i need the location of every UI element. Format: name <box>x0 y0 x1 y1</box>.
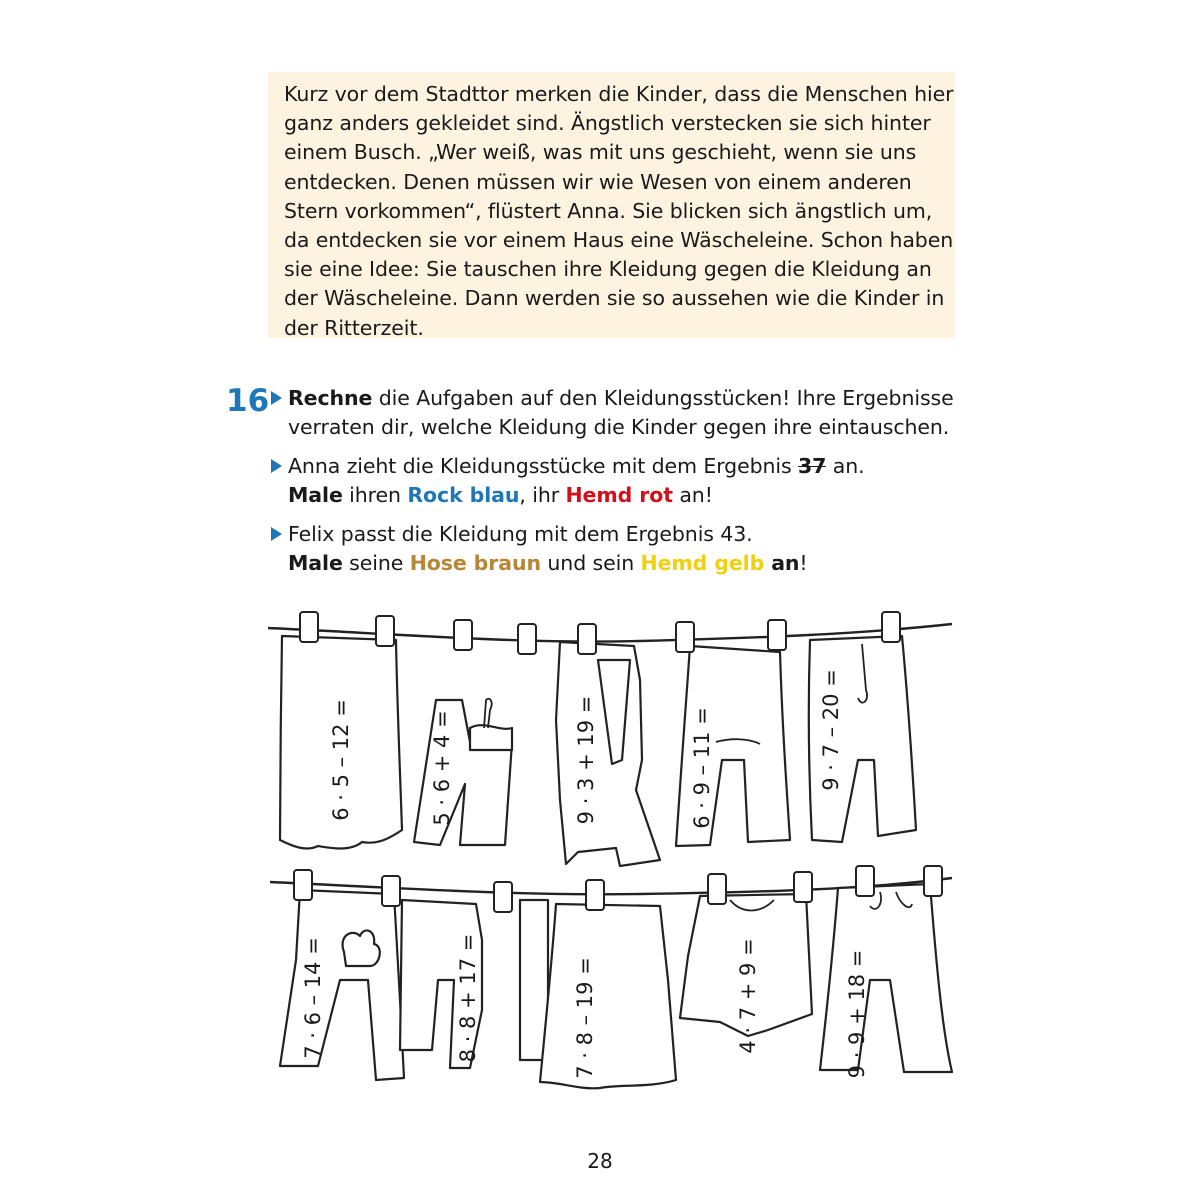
equation-top-3: 9 · 3 + 19 = <box>574 695 598 825</box>
story-line: da entdecken sie vor einem Haus eine Wäscheleine. Schon haben <box>284 228 954 253</box>
story-line: ganz anders gekleidet sind. Ängstlich verstecken sie sich hinter <box>284 111 931 136</box>
equation-top-1: 6 · 5 – 12 = <box>329 699 353 821</box>
clothespin-top-8 <box>882 612 900 642</box>
task-verb: Male <box>288 551 343 575</box>
task-text: ihren <box>342 483 408 507</box>
equation-bottom-5: 9 · 9 + 18 = <box>845 949 869 1079</box>
color-word-yellow: Hemd gelb <box>640 551 765 575</box>
task-number: 16 <box>226 383 270 419</box>
clothespin-bottom-5 <box>708 874 726 904</box>
clothespin-bottom-6 <box>794 872 812 902</box>
clothespin-top-4 <box>518 624 536 654</box>
color-word-red: Hemd rot <box>565 483 673 507</box>
task-text: an <box>764 551 800 575</box>
clothespin-top-2 <box>376 616 394 646</box>
equation-top-4: 6 · 9 – 11 = <box>690 707 714 829</box>
result-number: 37 <box>798 454 827 478</box>
task-instruction-1-line2: verraten dir, welche Kleidung die Kinder gegen ihre eintauschen. <box>288 415 950 439</box>
clothespin-bottom-7 <box>856 866 874 896</box>
story-line: Kurz vor dem Stadttor merken die Kinder, dass die Menschen hier <box>284 82 954 106</box>
task-verb: Male <box>288 483 343 507</box>
clothespin-top-5 <box>578 624 596 654</box>
task-text: ! <box>799 551 808 575</box>
color-word-blue: Rock blau <box>407 483 520 507</box>
tie-top-2 <box>484 699 492 728</box>
flower-bottom-1 <box>343 930 380 966</box>
task-text: seine <box>342 551 410 575</box>
clothespin-bottom-8 <box>924 866 942 896</box>
equation-top-5: 9 · 7 – 20 = <box>819 669 843 791</box>
task-text: , ihr <box>519 483 566 507</box>
story-line: der Ritterzeit. <box>284 315 424 340</box>
story-line: Stern vorkommen“, flüstert Anna. Sie blicken sich ängstlich um, <box>284 198 933 223</box>
equation-bottom-1: 7 · 6 – 14 = <box>301 937 325 1059</box>
clothespin-bottom-2 <box>382 876 400 906</box>
task-text: die Aufgaben auf den Kleidungsstücken! Ihre Ergebnisse <box>372 386 954 410</box>
trousers-bottom-1 <box>280 890 404 1080</box>
clothespin-bottom-3 <box>494 882 512 912</box>
story-line: sie eine Idee: Sie tauschen ihre Kleidung gegen die Kleidung an <box>284 257 932 282</box>
clothespin-top-1 <box>300 612 318 642</box>
equation-bottom-3: 7 · 8 – 19 = <box>573 957 597 1079</box>
color-word-brown: Hose braun <box>409 551 541 575</box>
page-number: 28 <box>587 1149 613 1173</box>
dress-bottom-4 <box>540 904 676 1088</box>
task-text: an. <box>826 454 865 478</box>
equation-bottom-2: 8 · 8 + 17 = <box>456 933 480 1063</box>
clothespin-top-3 <box>454 620 472 650</box>
trousers-top-2 <box>414 700 512 845</box>
clothespin-bottom-1 <box>294 870 312 900</box>
story-line: entdecken. Denen müssen wir wie Wesen von einem anderen <box>284 169 912 194</box>
collar-top-2 <box>470 725 512 750</box>
clothespin-bottom-4 <box>586 880 604 910</box>
equation-bottom-4: 4 · 7 + 9 = <box>736 938 760 1054</box>
task-text: und sein <box>541 551 641 575</box>
task-text: an! <box>672 483 713 507</box>
clothespin-top-7 <box>768 620 786 650</box>
task-text: Anna zieht die Kleidungsstücke mit dem Ergebnis <box>288 454 799 478</box>
equation-top-2: 5 · 6 + 4 = <box>430 710 454 826</box>
story-line: der Wäscheleine. Dann werden sie so aussehen wie die Kinder in <box>284 286 945 311</box>
trousers-bottom-6 <box>820 884 952 1072</box>
story-line: einem Busch. „Wer weiß, was mit uns geschieht, wenn sie uns <box>284 140 917 165</box>
task-verb: Rechne <box>288 386 373 410</box>
task-instruction-3: Felix passt die Kleidung mit dem Ergebnis 43. <box>288 522 753 546</box>
clothespin-top-6 <box>676 622 694 652</box>
